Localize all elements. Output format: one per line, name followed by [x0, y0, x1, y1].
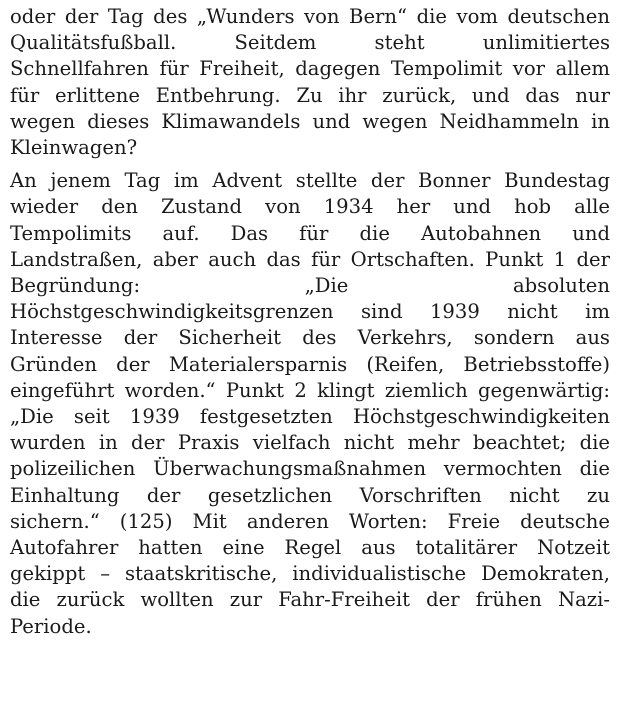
- text-line: für erlittene Entbehrung. Zu ihr zurück, und das nur: [10, 83, 610, 107]
- paragraph-1: [10, 4, 610, 161]
- text-line: gekippt – staatskritische, individualistische Demokraten,: [10, 562, 610, 586]
- text-line: Periode.: [10, 614, 92, 638]
- text-line: polizeilichen Überwachungsmaßnahmen vermochten die: [10, 457, 610, 481]
- text-line: wieder den Zustand von 1934 her und hob alle: [10, 195, 610, 219]
- text-line: „Die seit 1939 festgesetzten Höchstgeschwindigkeiten: [10, 405, 610, 429]
- text-line: An jenem Tag im Advent stellte der Bonner Bundestag: [10, 169, 610, 193]
- text-line: Kleinwagen?: [10, 136, 138, 160]
- text-line: sichern.“ (125) Mit anderen Worten: Freie deutsche: [10, 509, 610, 533]
- text-line: die zurück wollten zur Fahr-Freiheit der frühen Nazi-: [10, 588, 610, 612]
- text-line: wegen dieses Klimawandels und wegen Neidhammeln in: [10, 109, 610, 133]
- paragraph-2: [10, 168, 610, 640]
- text-line: Gründen der Materialersparnis (Reifen, Betriebsstoffe): [10, 352, 610, 376]
- text-line: Landstraßen, aber auch das für Ortschaften. Punkt 1 der: [10, 247, 610, 271]
- text-line: Qualitätsfußball. Seitdem steht unlimitiertes: [10, 31, 610, 55]
- text-line: wurden in der Praxis vielfach nicht mehr beachtet; die: [10, 431, 610, 455]
- text-line: Einhaltung der gesetzlichen Vorschriften nicht zu: [10, 483, 610, 507]
- text-line: Interesse der Sicherheit des Verkehrs, sondern aus: [10, 326, 610, 350]
- text-line: eingeführt worden.“ Punkt 2 klingt ziemlich gegenwärtig:: [10, 378, 610, 402]
- document-page: [10, 4, 610, 640]
- text-line: Höchstgeschwindigkeitsgrenzen sind 1939 nicht im: [10, 300, 610, 324]
- text-line: Tempolimits auf. Das für die Autobahnen und: [10, 221, 610, 245]
- text-line: oder der Tag des „Wunders von Bern“ die vom deutschen: [10, 5, 610, 28]
- text-line: Begründung: „Die absoluten: [10, 274, 610, 298]
- text-line: Autofahrer hatten eine Regel aus totalitärer Notzeit: [10, 536, 610, 560]
- text-line: Schnellfahren für Freiheit, dagegen Tempolimit vor allem: [10, 57, 610, 81]
